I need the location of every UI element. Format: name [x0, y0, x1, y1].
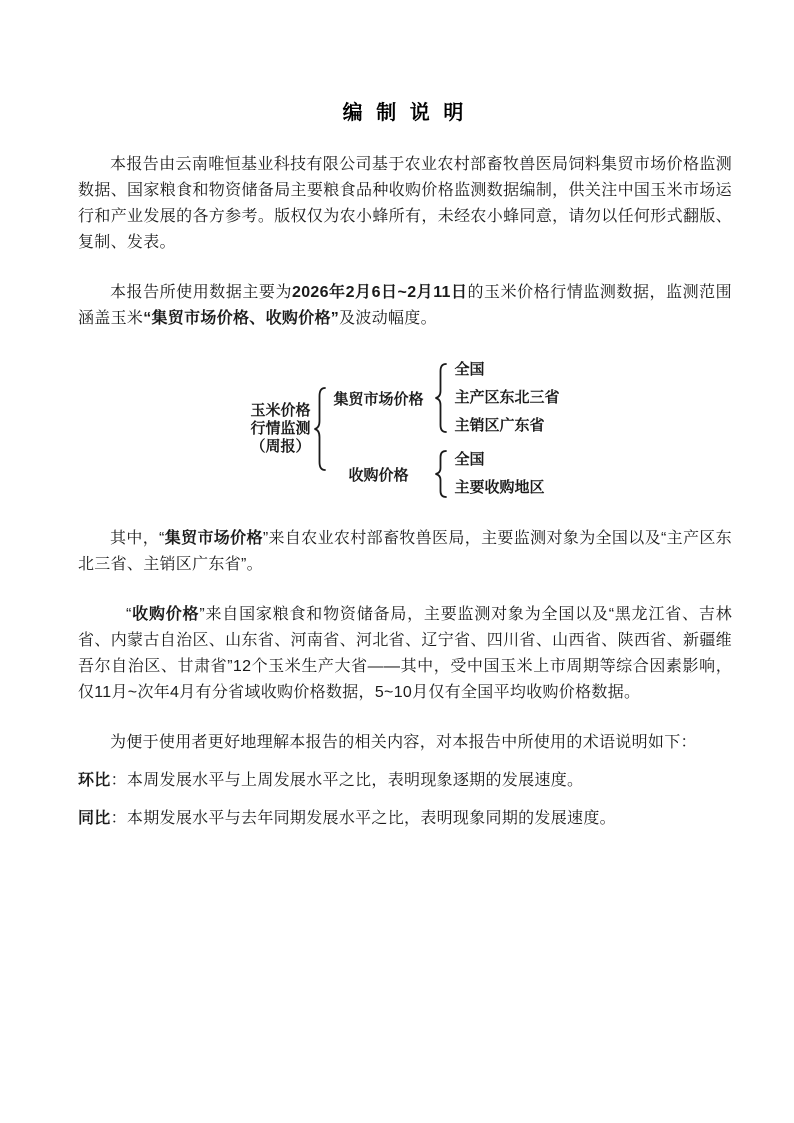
terms-list [78, 768, 732, 832]
diagram-root-line: （周报） [250, 438, 311, 455]
diagram-leaf: 主产区东北三省 [454, 389, 560, 406]
paragraph [78, 602, 732, 706]
diagram-root-label [250, 402, 310, 456]
branch-children [455, 356, 560, 440]
text: 其中，“ [110, 530, 165, 547]
curly-brace-icon [434, 363, 448, 433]
paragraph [78, 526, 732, 578]
bold-text: 2026年2月6日~2月11日 [292, 284, 468, 301]
page-title: 编 制 说 明 [342, 102, 468, 124]
diagram-root-line: 玉米价格 [250, 402, 311, 419]
text: ”来自农业农村部畜牧兽医局，主要监测对象为全国以及“主产区东北三省、主销区广东省”。 [78, 530, 732, 573]
text: 本报告所使用数据主要为 [110, 284, 292, 301]
paragraph [78, 280, 732, 332]
text: 及波动幅度。 [339, 310, 437, 327]
diagram-leaf: 主销区广东省 [454, 417, 545, 434]
text: 为便于使用者更好地理解本报告的相关内容，对本报告中所使用的术语说明如下： [110, 734, 697, 751]
branch-label: 集贸市场价格 [333, 390, 424, 408]
intro-paragraphs [78, 152, 732, 332]
term-name: 同比 [78, 810, 111, 827]
diagram-leaf: 全国 [454, 361, 485, 378]
body-paragraphs [78, 526, 732, 756]
branch-label: 收购价格 [348, 466, 409, 484]
monitoring-scope-diagram [78, 356, 732, 502]
term-definition: 本期发展水平与去年同期发展水平之比，表明现象同期的发展速度。 [126, 810, 616, 827]
diagram-leaf: 主要收购地区 [454, 479, 545, 496]
term-row-huanbi [78, 768, 732, 794]
branch-children [455, 446, 545, 502]
bold-text: “集贸市场价格、收购价格” [143, 310, 340, 327]
bold-text: 收购价格 [131, 606, 200, 623]
paragraph [78, 152, 732, 256]
curly-brace-icon [434, 450, 448, 498]
diagram-branches [330, 356, 560, 502]
bold-text: 集贸市场价格 [164, 530, 263, 547]
diagram-root-line: 行情监测 [250, 420, 311, 437]
text: ”来自国家粮食和物资储备局，主要监测对象为全国以及“黑龙江省、吉林省、内蒙古自治区、山东省、河南省、河北省、辽宁省、四川省、山西省、陕西省、新疆维吾尔自治区、甘肃省”12个玉米生产大省——其中，受中国玉米上市周期等综合因素影响，仅11月~次年4月有分省域收购价格数据，5~10月仅有全国平均收购价格数据。 [78, 606, 732, 701]
term-name: 环比 [78, 772, 111, 789]
diagram-branch-purchase-price [330, 446, 560, 502]
text: “ [126, 606, 132, 623]
diagram-branch-market-price [330, 356, 560, 440]
term-colon: ： [110, 772, 127, 789]
term-definition: 本周发展水平与上周发展水平之比，表明现象逐期的发展速度。 [126, 772, 584, 789]
diagram-leaf: 全国 [454, 451, 485, 468]
curly-brace-icon [313, 387, 327, 471]
text: 的玉米价格行情监测数据，监测范围涵盖玉米 [78, 284, 732, 327]
term-colon: ： [110, 810, 127, 827]
paragraph [78, 730, 732, 756]
term-row-tongbi [78, 806, 732, 832]
text: 本报告由云南唯恒基业科技有限公司基于农业农村部畜牧兽医局饲料集贸市场价格监测数据、国家粮食和物资储备局主要粮食品种收购价格监测数据编制，供关注中国玉米市场运行和产业发展的各方参考。版权仅为农小蜂所有，未经农小蜂同意，请勿以任何形式翻版、复制、发表。 [78, 156, 732, 251]
